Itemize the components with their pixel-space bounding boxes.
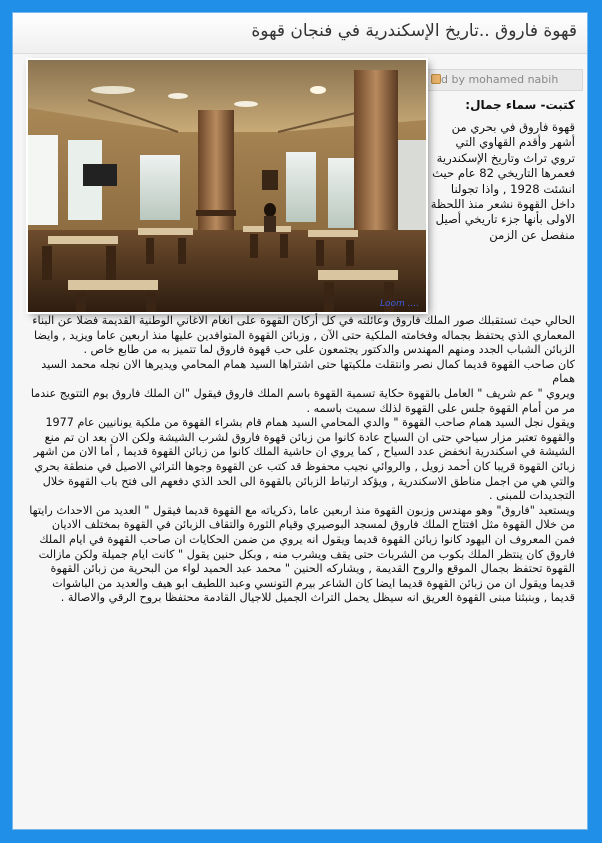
body-paragraph: ويستعيد "فاروق" وهو مهندس وزبون القهوة منذ اربعين عاما ,ذكرياته مع القهوة قديما فيقول " العديد من الاحداث رايتها من خلال القهوة مثل افتتاح الملك فاروق لمسجد البوصيري وقيام الثورة والتقاف الزبائن في القهوة بمختلف الاديان فمن المعروف ان اليهود كانوا زبائن القهوة قديما ويقول انه يروي من ضمن الحكايات ان صاحب القهوة في ايام الملك فاروق كان ينتظر الملك بكوب من الشربات حتى يقف ويشرب منه , وبكل حنين يقول " كانت ايام جميلة ولكن مازالت القهوة تحتفظ بجمال الموقع والروح القديمة , ويشاركه الحنين " محمد عبد الحميد لواء من البحرية من زبائن القهوة قديما ويقول ان من زبائن القهوة قديما ايضا كان الشاعر بيرم التونسي وعبد اللطيف ابو هيف والعديد من الباشوات قديما , وبنبثنا مبنى القهوة العريق انه سيظل يحمل التراث الجميل للاجيال القادمة محتفظا بروح الرقي والاصالة .: [29, 503, 575, 605]
photo-watermark: Loom ....: [380, 299, 420, 309]
intro-paragraph: قهوة فاروق في بحري من أشهر وأقدم القهاوي التي تروي تراث وتاريخ الإسكندرية فعمرها التاريخي 82 عام حيث انشئت 1928 , واذا تجولنا داخل القهوة نشعر منذ اللحظة الاولى بأنها جزء تاريخي أصيل منفصل عن الزمن: [430, 120, 575, 242]
title-bar: [13, 13, 587, 54]
byline-text: d by mohamed nabih: [441, 73, 559, 86]
post-title[interactable]: قهوة فاروق ..تاريخ الإسكندرية في فنجان قهوة: [251, 21, 577, 41]
author-line: كتبت- سماء جمال:: [465, 98, 575, 112]
article-body: [29, 314, 575, 606]
article-panel: [12, 12, 588, 830]
author-byline[interactable]: [423, 69, 583, 91]
cafe-interior-image: [28, 60, 426, 312]
author-icon: [431, 74, 441, 84]
body-paragraph: كان صاحب القهوة قديما كمال نصر وانتقلت ملكيتها حتى اشتراها السيد همام المحامي ويديرها الان نجله محمد السيد همام: [41, 357, 575, 386]
body-paragraph: ويقول نجل السيد همام صاحب القهوة " والدي المحامي السيد همام قام بشراء القهوة من ملكية يونانيين عام 1977 والقهوة تعتبر مزار سياحي حتى ان السياح عادة كانوا من زبائن قهوة فاروق لشرب الشيشة ولكن الان بعد ان تم منع الشيشة في اسكندرية انخفض عدد السياح , كما يروي ان حاشية الملك كانوا من زبائن القهوة قديما , أما الان من اشهر زبائن القهوة قريبا كان أحمد زويل , والروائي نجيب محفوظ قد كتب عن القهوة وجوها التراثي الاصيل في منطقة بحري والتي هي من اجمل مناطق الاسكندرية , ويؤكد ارتباط الزبائن بالقهوة الى الحد الذي دفعهم الى فتح باب القهوة خلال التجديدات للمبنى .: [33, 416, 575, 503]
body-paragraph: ويروي " عم شريف " العامل بالقهوة حكاية تسمية القهوة باسم الملك فاروق فيقول "ان الملك فاروق يوم التتويج عندما مر من أمام القهوة جلس على القهوة لذلك سميت باسمه .: [30, 386, 575, 415]
body-paragraph: الحالي حيث تستقبلك صور الملك فاروق وعائلته في كل أركان القهوة على انغام الاغاني الوطنية القديمة فضلا عن البناء المعماري الذي يحتفظ بجماله وفخامته الملكية حتى الآن , وزبائن القهوة المتوافدين عليها منذ اربعين عاما ويزيد , وايضا الزبائن الشباب الجدد ومنهم المهندس والدكتور يجتمعون على حب قهوة فاروق لما تتميز به من طابع خاص .: [32, 314, 575, 357]
cafe-photo: [28, 60, 426, 312]
